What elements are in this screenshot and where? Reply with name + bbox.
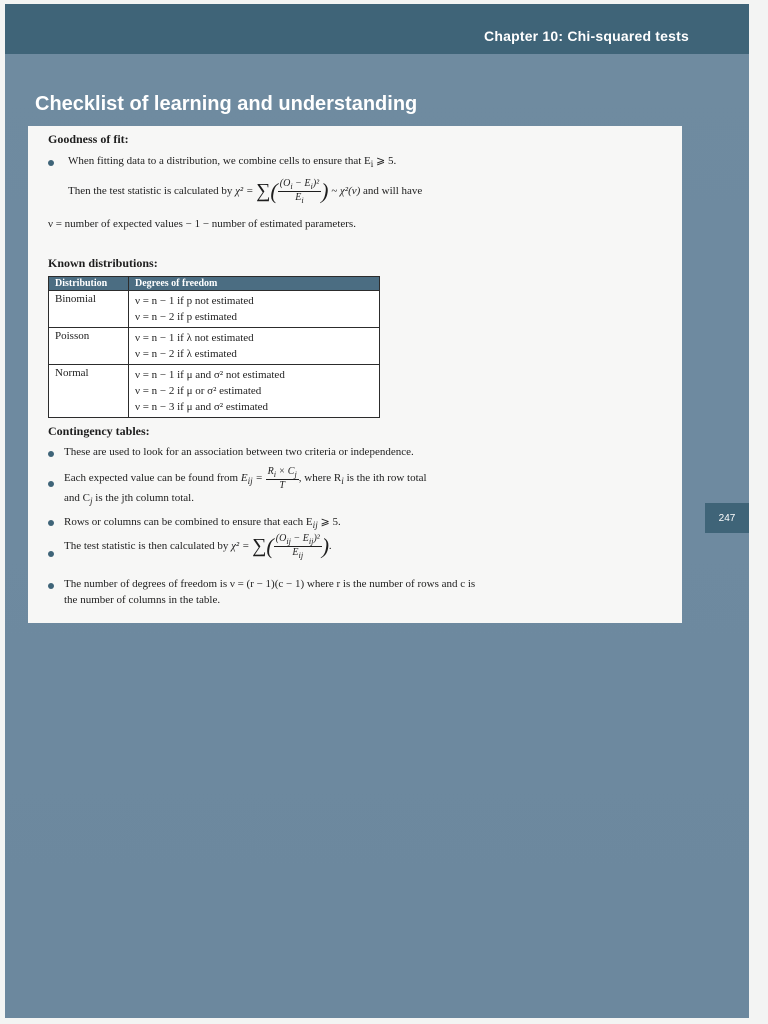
dof-line: ν = n − 3 if μ and σ² estimated (135, 401, 269, 413)
contingency-bullet-5-line-2: the number of columns in the table. (64, 594, 221, 606)
chapter-title: Chapter 10: Chi-squared tests (484, 28, 689, 44)
page-number-tab (705, 503, 749, 533)
goodness-bullet-text (68, 154, 396, 169)
chi-squared-formula: χ² = ∑( $\frac{(O_i - E_i)^2}{E_i}$ ) ~ χ²(ν) (235, 178, 364, 205)
contingency-bullet-3: Rows or columns can be combined to ensure that each $E_{ij}$ ⩾ 5. (64, 516, 341, 531)
dof-cell (129, 328, 380, 365)
table-header-row (49, 277, 380, 291)
dof-line: ν = n − 1 if λ not estimated (135, 332, 254, 344)
dof-line: ν = n − 1 if p not estimated (135, 295, 254, 307)
expected-value-suffix: , where R (298, 472, 342, 485)
bullet-icon (48, 481, 54, 487)
expected-value-formula: $E_{ij}$ = $\frac{R_i \times C_j}{T}$ (240, 466, 297, 491)
goodness-bullet-tail: ⩾ 5. (373, 155, 397, 167)
test-statistic-line (68, 178, 422, 205)
dof-cell (129, 291, 380, 328)
nu-definition: ν = number of expected values − 1 − number of estimated parameters. (48, 218, 356, 230)
dof-line: ν = n − 2 if λ estimated (135, 348, 237, 360)
contingency-chi-squared-formula: χ² = ∑( $\frac{(O_{ij} - E_{ij})^2}{E_{ij}}$ ). (231, 533, 332, 560)
table-row (49, 291, 380, 328)
bullet-icon (48, 520, 54, 526)
checklist-card (28, 126, 682, 623)
contingency-bullet-2-line-2: and $C_j$ is the jth column total. (64, 492, 194, 507)
chapter-header-band (5, 4, 749, 54)
test-statistic-suffix: and will have (363, 185, 423, 198)
contingency-bullet-5-line-1: The number of degrees of freedom is ν = (r − 1)(c − 1) where r is the number of rows and c is (64, 578, 476, 590)
goodness-title: Goodness of fit: (48, 132, 129, 146)
column-total-suffix: is the jth column total. (92, 492, 194, 504)
dof-cell (129, 365, 380, 418)
checklist-title: Checklist of learning and understanding (35, 93, 418, 115)
distribution-name: Normal (49, 365, 129, 418)
bullet-icon (48, 583, 54, 589)
contingency-bullet-2: Each expected value can be found from $E_{ij}$ = $\frac{R_i \times C_j}{T}$ , where $R_i$ is the ith row total (64, 466, 427, 491)
table-row (49, 328, 380, 365)
dof-line: ν = n − 1 if μ and σ² not estimated (135, 369, 285, 381)
statistic-prefix: The test statistic is then calculated by (64, 540, 229, 553)
known-distributions-title: Known distributions: (48, 256, 158, 270)
column-total-prefix: and C (64, 492, 90, 504)
bullet-icon (48, 160, 54, 166)
table-row (49, 365, 380, 418)
bullet-icon (48, 551, 54, 557)
combine-rows-tail: ⩾ 5. (317, 516, 341, 528)
test-statistic-prefix: Then the test statistic is calculated by (68, 185, 233, 198)
dof-column-header: Degrees of freedom (129, 277, 380, 291)
distribution-name: Poisson (49, 328, 129, 365)
bullet-icon (48, 451, 54, 457)
goodness-bullet-sub: i (370, 159, 374, 170)
dof-line: ν = n − 2 if p estimated (135, 311, 238, 323)
goodness-bullet-main: When fitting data to a distribution, we combine cells to ensure that E (68, 155, 371, 167)
page-number: 247 (718, 512, 736, 524)
dof-line: ν = n − 2 if μ or σ² estimated (135, 385, 262, 397)
distributions-table (48, 276, 380, 418)
expected-value-suffix-2: is the ith row total (343, 472, 427, 485)
expected-value-prefix: Each expected value can be found from (64, 472, 239, 485)
contingency-bullet-1: These are used to look for an association between two criteria or independence. (64, 446, 414, 458)
contingency-title: Contingency tables: (48, 424, 150, 438)
contingency-bullet-4 (64, 533, 332, 560)
combine-rows-text: Rows or columns can be combined to ensure that each E (64, 516, 313, 528)
distribution-name: Binomial (49, 291, 129, 328)
distribution-column-header: Distribution (49, 277, 129, 291)
